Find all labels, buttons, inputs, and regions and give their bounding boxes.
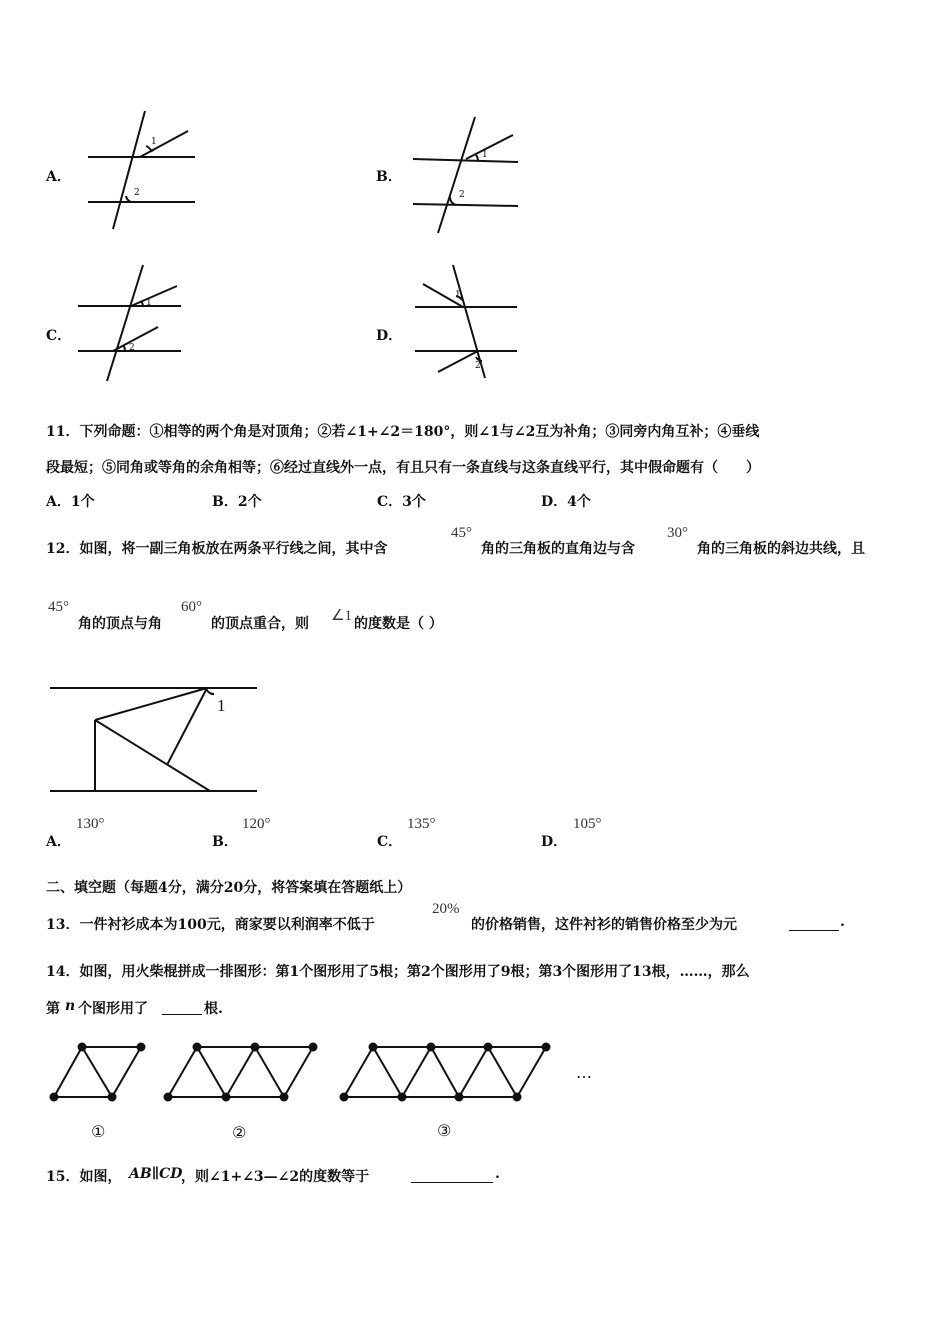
q10-b-angle2: 2: [459, 190, 465, 200]
q13-text-2: 的价格销售，这件衬衫的销售价格至少为元: [471, 917, 737, 933]
q15-answer-blank[interactable]: [411, 1168, 493, 1183]
q12-option-b-label[interactable]: B．: [212, 834, 238, 850]
q12-deg-45-b: 45°: [48, 599, 69, 615]
q15-text-2: ，则∠1+∠3—∠2的度数等于: [181, 1169, 370, 1185]
q14-line1: 14．如图，用火柴棍拼成一排图形：第1个图形用了5根；第2个图形用了9根；第3个图形用了13根，……，那么: [46, 964, 750, 980]
q12-deg-30: 30°: [667, 525, 688, 541]
q10-option-d-label[interactable]: D．: [376, 328, 403, 344]
q12-text-3: 角的三角板的斜边共线，且: [697, 541, 865, 557]
q11-option-d[interactable]: D．4个: [541, 494, 591, 510]
q12-deg-60: 60°: [181, 599, 202, 615]
q12-option-a-label[interactable]: A．: [46, 834, 71, 850]
q11-line1: 11．下列命题：①相等的两个角是对顶角；②若∠1+∠2＝180°，则∠1与∠2互为补角；③同旁内角互补；④垂线: [46, 424, 760, 440]
q12-text-4: 角的顶点与角: [78, 616, 162, 632]
q14-line2-a: 第: [46, 1001, 60, 1017]
q10-c-angle2: 2: [129, 343, 135, 353]
q10-a-angle2: 2: [134, 188, 140, 198]
q12-option-c-value[interactable]: 135°: [407, 816, 436, 832]
q12-figure-angle-label: 1: [217, 696, 226, 715]
q10-option-a-label[interactable]: A．: [46, 169, 71, 185]
q13-percent: 20%: [432, 901, 460, 917]
q11-line2: 段最短；⑤同角或等角的余角相等；⑥经过直线外一点，有且只有一条直线与这条直线平行，其中假命题有（ ）: [46, 460, 760, 476]
q12-option-a-value[interactable]: 130°: [76, 816, 105, 832]
q15-text-1: 15．如图，: [46, 1169, 122, 1185]
q11-option-a[interactable]: A．1个: [46, 494, 95, 510]
q12-option-d-label[interactable]: D．: [541, 834, 568, 850]
q12-deg-45-a: 45°: [451, 525, 472, 541]
q12-text-1: 12．如图，将一副三角板放在两条平行线之间，其中含: [46, 541, 388, 557]
q10-a-angle1: 1: [151, 137, 157, 147]
q15-ab-cd: AB∥CD: [129, 1166, 183, 1182]
q14-line2-c: 根.: [204, 1001, 223, 1017]
q15-end: .: [495, 1166, 500, 1182]
q13-end: .: [840, 914, 845, 930]
q14-figure-label-2: ②: [232, 1123, 247, 1142]
section-2-title: 二、填空题（每题4分，满分20分，将答案填在答题纸上）: [46, 880, 412, 896]
q11-option-b[interactable]: B．2个: [212, 494, 262, 510]
q10-d-angle1: 1: [455, 290, 461, 300]
q13-text-1: 13．一件衬衫成本为100元，商家要以利润率不低于: [46, 917, 375, 933]
q14-n: n: [65, 998, 76, 1014]
q12-text-2: 角的三角板的直角边与含: [481, 541, 635, 557]
q10-d-angle2: 2: [475, 361, 481, 371]
q12-option-d-value[interactable]: 105°: [573, 816, 602, 832]
q10-option-b-label[interactable]: B．: [376, 169, 402, 185]
q10-option-c-label[interactable]: C．: [46, 328, 72, 344]
q14-figure-label-3: ③: [437, 1121, 452, 1140]
q12-text-6: 的度数是（ ）: [354, 616, 443, 632]
q14-line2-b: 个图形用了: [78, 1001, 148, 1017]
q12-option-c-label[interactable]: C．: [377, 834, 403, 850]
q14-ellipsis: …: [576, 1063, 592, 1082]
q12-text-5: 的顶点重合，则: [211, 616, 309, 632]
q11-option-c[interactable]: C．3个: [377, 494, 426, 510]
q10-b-angle1: 1: [482, 150, 488, 160]
q14-figure-label-1: ①: [91, 1122, 106, 1141]
q12-option-b-value[interactable]: 120°: [242, 816, 271, 832]
q12-angle-1: ∠1: [331, 608, 352, 624]
q10-c-angle1: 1: [146, 298, 152, 308]
